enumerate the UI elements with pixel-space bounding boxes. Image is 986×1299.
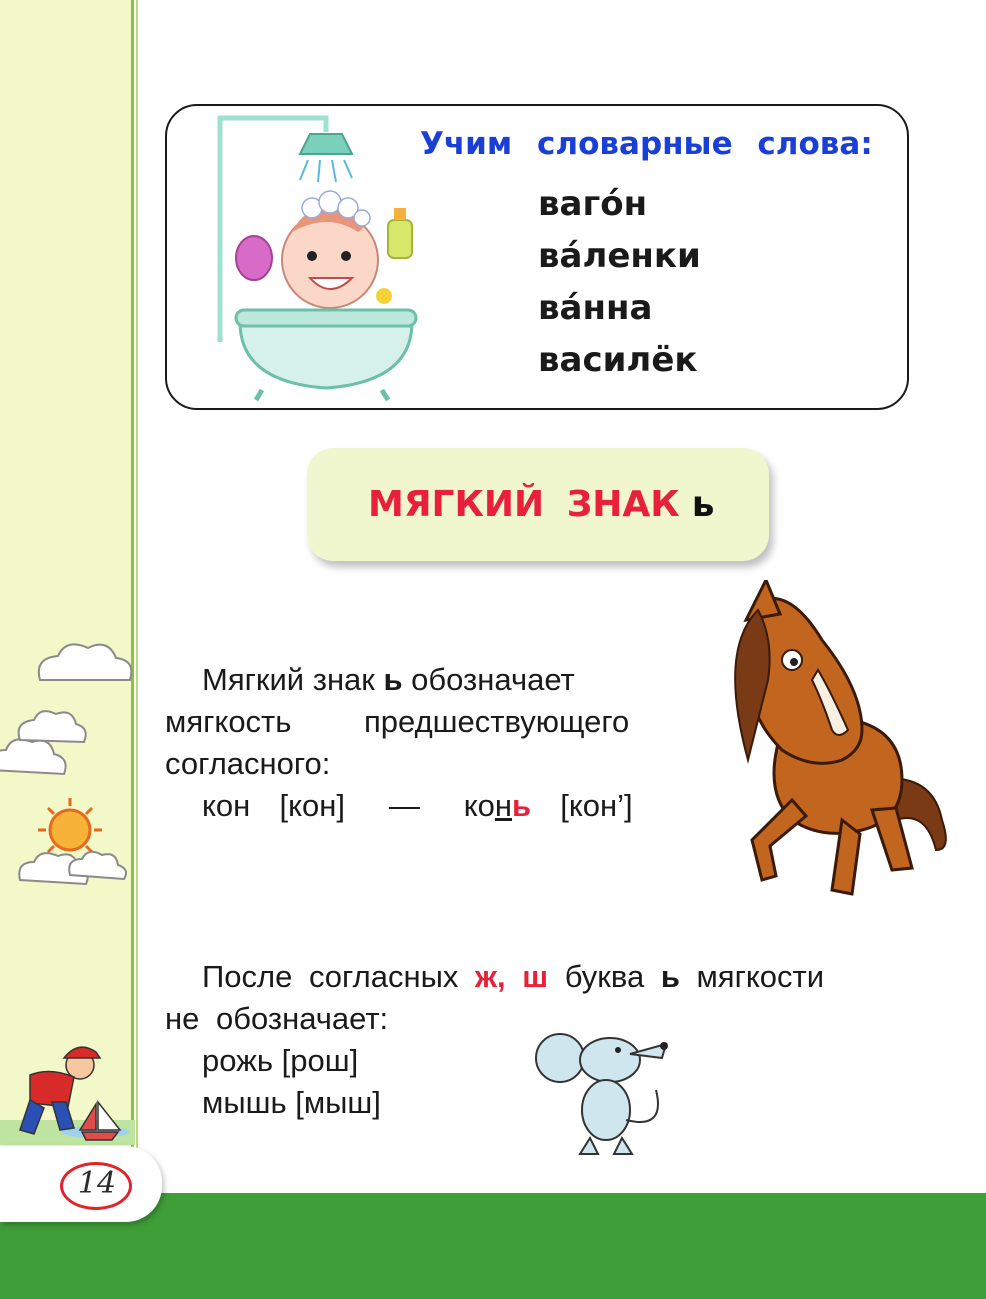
- section-title-letter: ь: [691, 484, 715, 525]
- rule1-example: [202, 785, 633, 827]
- rule2-line1: [202, 956, 824, 998]
- section-title: [368, 484, 714, 525]
- example-word: кон: [202, 788, 251, 823]
- rule1-line3: согласного:: [165, 746, 331, 781]
- highlighted-consonants: ж, ш: [475, 959, 549, 994]
- vocabulary-word: василёк: [538, 340, 698, 380]
- rule2-text: буква: [548, 959, 661, 994]
- rule2-text: После согласных: [202, 959, 476, 994]
- rule2-line2: не обозначает:: [165, 1001, 389, 1036]
- rule1-text: предшествующего: [364, 704, 630, 739]
- soft-sign-letter: ь: [383, 662, 403, 697]
- baby-in-bath-illustration: [212, 110, 422, 402]
- rule1-text: Мягкий знак: [202, 662, 384, 697]
- rule1-line2: [165, 701, 291, 743]
- boy-with-boat-illustration: [0, 1040, 135, 1145]
- soft-sign-letter: ь: [660, 959, 680, 994]
- rule1-line2-end: [364, 701, 629, 743]
- underlined-consonant: н: [494, 788, 512, 823]
- highlighted-soft-sign: ь: [511, 788, 532, 823]
- side-divider-inner: [136, 0, 138, 1195]
- example-transcription: [кон]: [279, 788, 346, 823]
- rule2-text: мягкости: [679, 959, 825, 994]
- example-word-part: ко: [463, 788, 495, 823]
- rule1-text: обозначает: [402, 662, 575, 697]
- rule2-example: мышь [мыш]: [202, 1085, 381, 1120]
- vocabulary-word: ва́нна: [538, 288, 653, 328]
- side-divider: [131, 0, 134, 1195]
- rule2-example: рожь [рош]: [202, 1043, 359, 1078]
- example-dash: —: [388, 788, 420, 823]
- side-strip: [0, 0, 133, 1195]
- vocabulary-word: ваго́н: [538, 184, 648, 224]
- mouse-illustration: [530, 1020, 680, 1160]
- vocabulary-title: Учим словарные слова:: [420, 126, 873, 162]
- horse-illustration: [722, 580, 962, 915]
- page-number: 14: [77, 1166, 117, 1201]
- clouds-sun-illustration: [0, 620, 140, 900]
- vocabulary-word: ва́ленки: [538, 236, 701, 276]
- rule1-text: мягкость: [165, 704, 292, 739]
- section-title-text: МЯГКИЙ ЗНАК: [368, 484, 680, 525]
- example-transcription: [кон’]: [560, 788, 633, 823]
- rule1-line1: [202, 659, 575, 701]
